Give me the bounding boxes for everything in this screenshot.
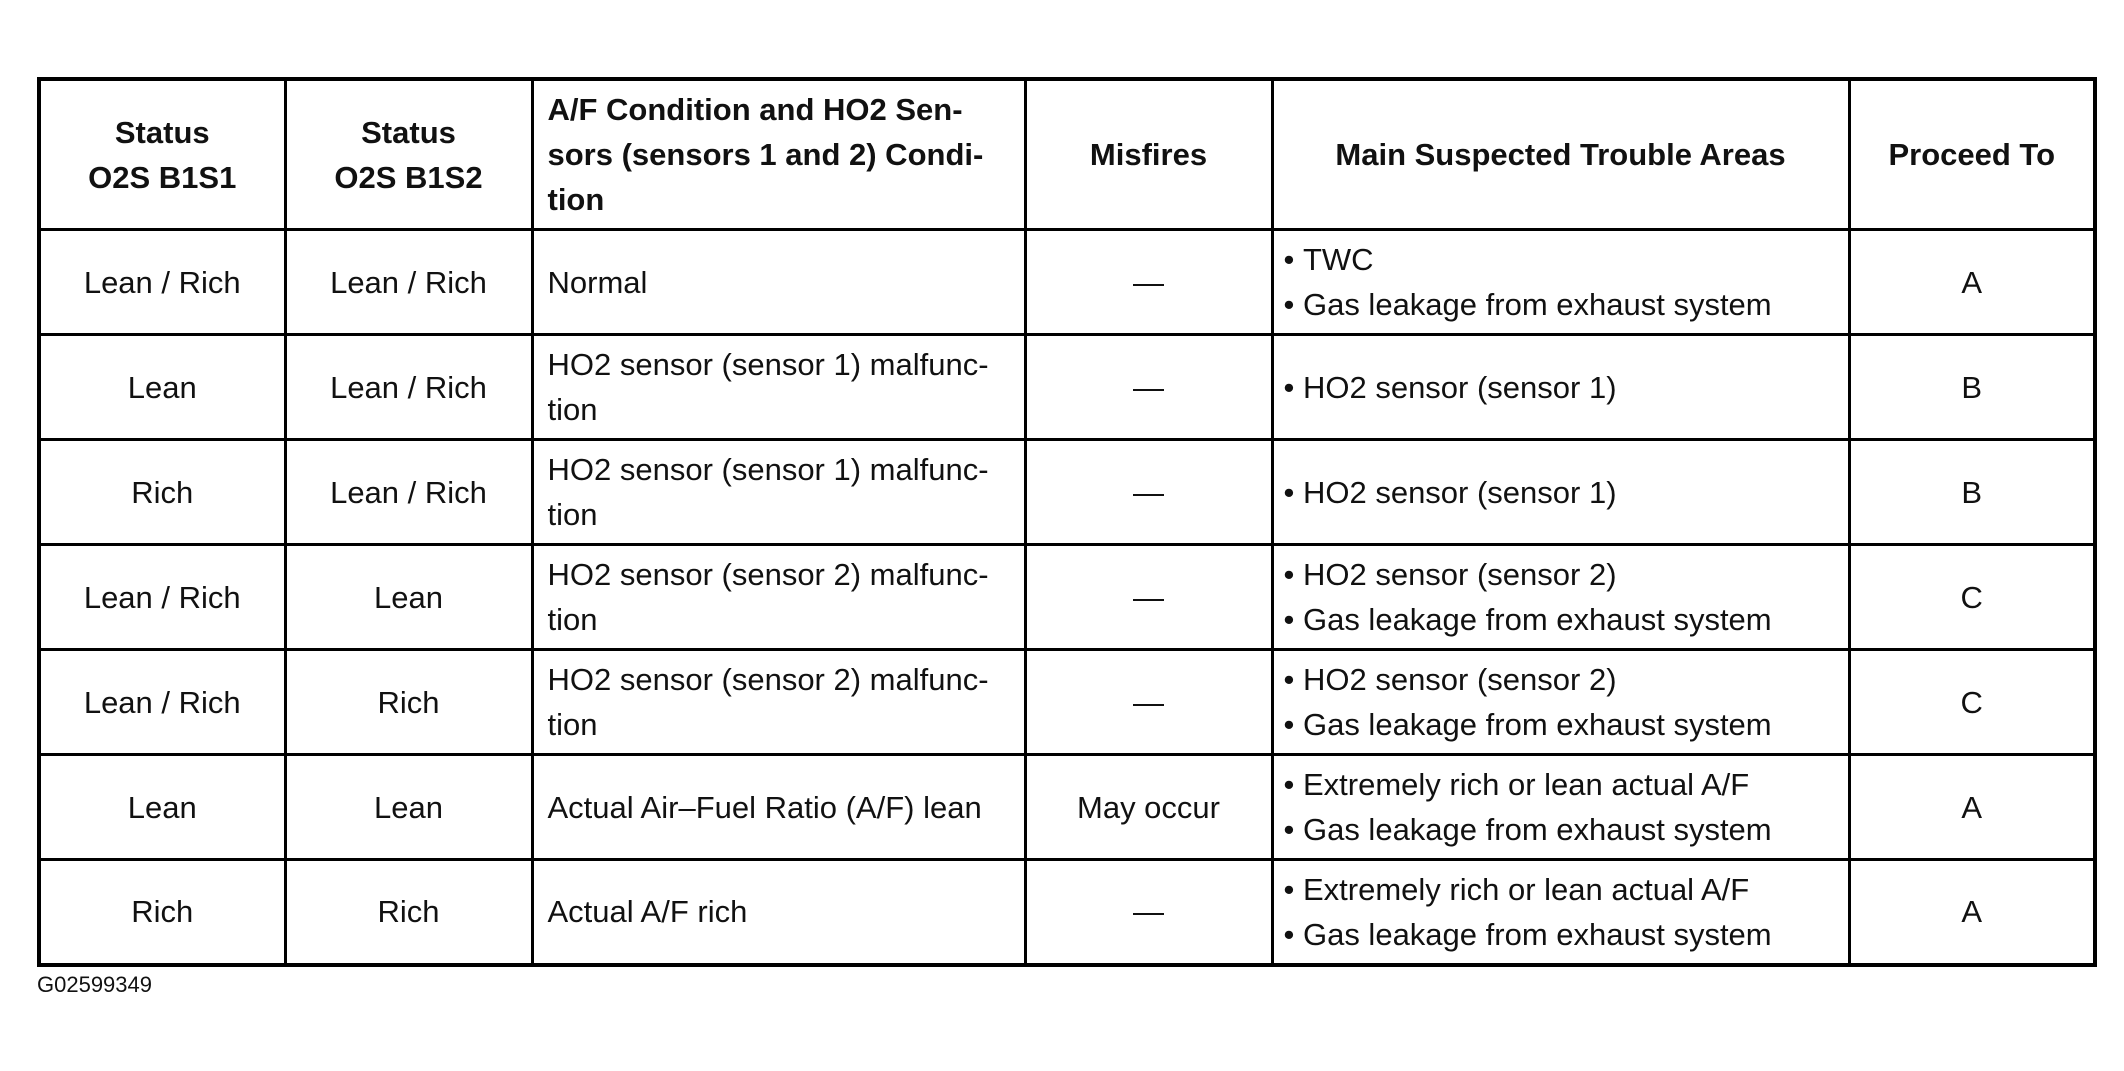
condition-cell: HO2 sensor (sensor 1) malfunc- tion	[532, 440, 1025, 545]
status-b1s1-cell: Rich	[39, 440, 285, 545]
header-status-o2s-b1s2: Status O2S B1S2	[285, 79, 532, 230]
trouble-area-item: • Gas leakage from exhaust system	[1284, 912, 1838, 957]
status-b1s1-cell: Lean / Rich	[39, 230, 285, 335]
trouble-area-item: • HO2 sensor (sensor 1)	[1284, 365, 1838, 410]
table-row	[39, 335, 2095, 440]
trouble-area-item: • Gas leakage from exhaust system	[1284, 282, 1838, 327]
proceed-to-cell: B	[1849, 440, 2095, 545]
proceed-to-cell: A	[1849, 860, 2095, 965]
proceed-to-cell: A	[1849, 230, 2095, 335]
trouble-areas-cell	[1272, 650, 1849, 755]
table-row	[39, 545, 2095, 650]
trouble-areas-cell	[1272, 335, 1849, 440]
misfires-cell: —	[1025, 650, 1272, 755]
proceed-to-cell: B	[1849, 335, 2095, 440]
trouble-area-item: • Gas leakage from exhaust system	[1284, 597, 1838, 642]
trouble-area-item: • Gas leakage from exhaust system	[1284, 702, 1838, 747]
proceed-to-cell: C	[1849, 650, 2095, 755]
trouble-areas-cell	[1272, 440, 1849, 545]
condition-cell: HO2 sensor (sensor 2) malfunc- tion	[532, 650, 1025, 755]
header-status-o2s-b1s1: Status O2S B1S1	[39, 79, 285, 230]
condition-cell: Actual A/F rich	[532, 860, 1025, 965]
diagnostic-table	[37, 77, 2097, 967]
condition-cell: HO2 sensor (sensor 2) malfunc- tion	[532, 545, 1025, 650]
trouble-areas-cell	[1272, 545, 1849, 650]
status-b1s2-cell: Rich	[285, 650, 532, 755]
misfires-cell: —	[1025, 335, 1272, 440]
table-row	[39, 650, 2095, 755]
trouble-areas-cell	[1272, 230, 1849, 335]
status-b1s2-cell: Lean / Rich	[285, 335, 532, 440]
trouble-area-item: • HO2 sensor (sensor 2)	[1284, 552, 1838, 597]
diagnostic-table-container	[37, 77, 2093, 967]
trouble-areas-cell	[1272, 860, 1849, 965]
misfires-cell: —	[1025, 440, 1272, 545]
status-b1s2-cell: Lean / Rich	[285, 230, 532, 335]
table-row	[39, 440, 2095, 545]
status-b1s1-cell: Lean / Rich	[39, 650, 285, 755]
misfires-cell: —	[1025, 230, 1272, 335]
status-b1s1-cell: Rich	[39, 860, 285, 965]
status-b1s1-cell: Lean	[39, 755, 285, 860]
misfires-cell: —	[1025, 860, 1272, 965]
table-header-row	[39, 79, 2095, 230]
status-b1s2-cell: Lean	[285, 755, 532, 860]
trouble-area-item: • Extremely rich or lean actual A/F	[1284, 867, 1838, 912]
header-proceed-to: Proceed To	[1849, 79, 2095, 230]
proceed-to-cell: C	[1849, 545, 2095, 650]
trouble-area-item: • Gas leakage from exhaust system	[1284, 807, 1838, 852]
header-trouble-areas: Main Suspected Trouble Areas	[1272, 79, 1849, 230]
condition-cell: HO2 sensor (sensor 1) malfunc- tion	[532, 335, 1025, 440]
header-misfires: Misfires	[1025, 79, 1272, 230]
status-b1s1-cell: Lean	[39, 335, 285, 440]
header-af-condition: A/F Condition and HO2 Sen- sors (sensors 1 and 2) Condi- tion	[532, 79, 1025, 230]
trouble-area-item: • Extremely rich or lean actual A/F	[1284, 762, 1838, 807]
condition-cell: Normal	[532, 230, 1025, 335]
proceed-to-cell: A	[1849, 755, 2095, 860]
misfires-cell: —	[1025, 545, 1272, 650]
status-b1s1-cell: Lean / Rich	[39, 545, 285, 650]
table-row	[39, 860, 2095, 965]
table-row	[39, 755, 2095, 860]
figure-id: G02599349	[37, 972, 152, 997]
condition-cell: Actual Air–Fuel Ratio (A/F) lean	[532, 755, 1025, 860]
table-row	[39, 230, 2095, 335]
trouble-area-item: • HO2 sensor (sensor 1)	[1284, 470, 1838, 515]
table-body	[39, 230, 2095, 965]
trouble-area-item: • TWC	[1284, 237, 1838, 282]
trouble-area-item: • HO2 sensor (sensor 2)	[1284, 657, 1838, 702]
status-b1s2-cell: Lean	[285, 545, 532, 650]
status-b1s2-cell: Rich	[285, 860, 532, 965]
trouble-areas-cell	[1272, 755, 1849, 860]
misfires-cell: May occur	[1025, 755, 1272, 860]
status-b1s2-cell: Lean / Rich	[285, 440, 532, 545]
